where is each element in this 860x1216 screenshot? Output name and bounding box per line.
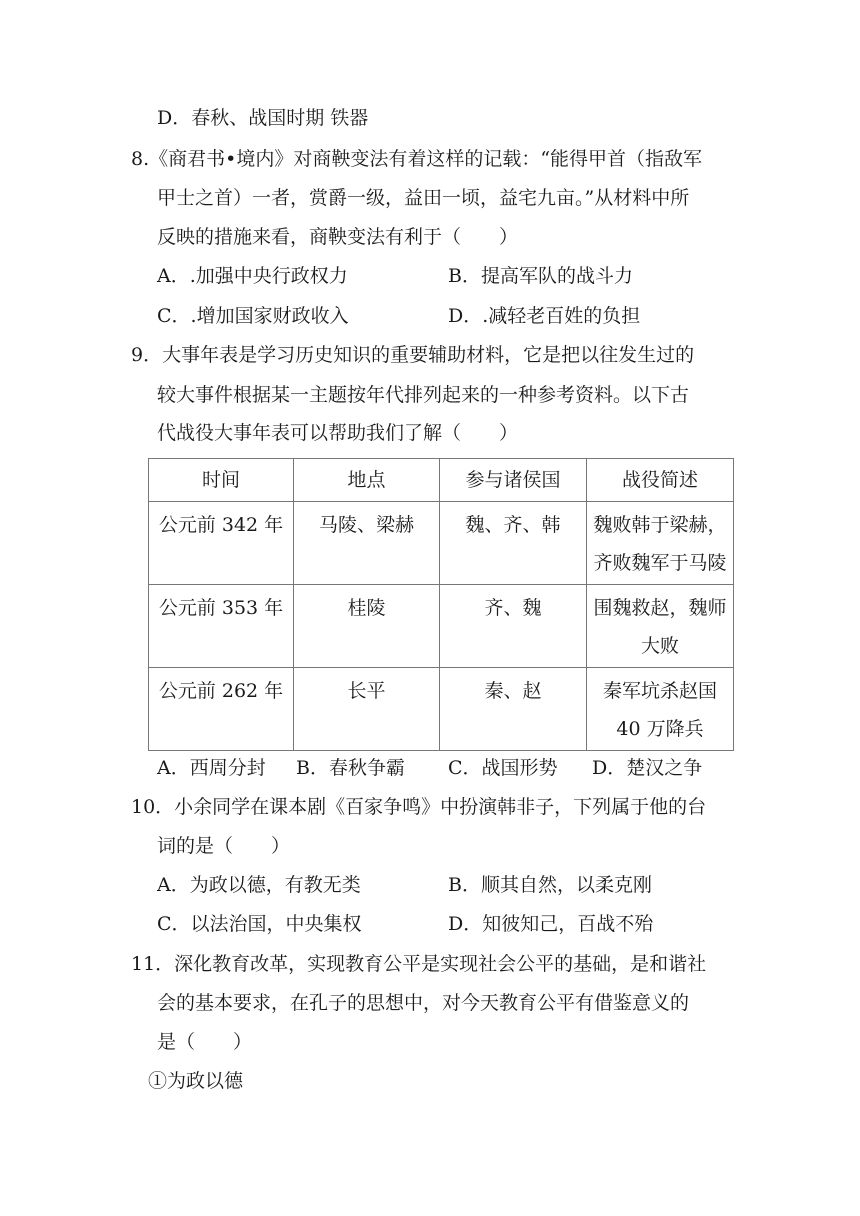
q8-stem-line-1: 8.《商君书•境内》对商鞅变法有着这样的记载：“能得甲首（指敌军 xyxy=(131,148,703,170)
q10-stem-line-2: 词的是（ ） xyxy=(157,835,291,857)
cell-states: 魏、齐、韩 xyxy=(440,502,587,585)
q11-stem-line-1: 11．深化教育改革，实现教育公平是实现社会公平的基础，是和谐社 xyxy=(131,953,707,975)
q8-stem-line-3: 反映的措施来看，商鞅变法有利于（ ） xyxy=(157,226,519,248)
q7-option-d: D．春秋、战国时期 铁器 xyxy=(157,107,369,129)
q9-stem-line-2: 较大事件根据某一主题按年代排列起来的一种参考资料。以下古 xyxy=(157,384,690,406)
summary-line-2: 40 万降兵 xyxy=(616,718,704,740)
summary-line-1: 围魏救赵，魏师 xyxy=(593,597,727,619)
q8-option-d: D．.减轻老百姓的负担 xyxy=(448,305,641,327)
header-summary: 战役简述 xyxy=(587,459,734,502)
q11-stem-line-3: 是（ ） xyxy=(157,1031,253,1053)
cell-place: 马陵、梁赫 xyxy=(294,502,440,585)
q8-option-c: C．.增加国家财政收入 xyxy=(157,305,349,327)
q10-stem-line-1: 10．小余同学在课本剧《百家争鸣》中扮演韩非子，下列属于他的台 xyxy=(131,796,707,818)
table-row xyxy=(149,502,734,585)
summary-line-1: 魏败韩于梁赫， xyxy=(593,514,727,536)
q9-stem-line-3: 代战役大事年表可以帮助我们了解（ ） xyxy=(157,422,519,444)
q10-option-d: D．知彼知己，百战不殆 xyxy=(448,913,654,935)
summary-line-2: 大败 xyxy=(640,635,679,657)
battle-chronology-table xyxy=(148,458,734,751)
cell-states: 秦、赵 xyxy=(440,668,587,751)
table-row xyxy=(149,585,734,668)
q9-option-a: A．西周分封 xyxy=(157,757,266,779)
q9-stem-line-1: 9．大事年表是学习历史知识的重要辅助材料，它是把以往发生过的 xyxy=(131,344,695,366)
header-place: 地点 xyxy=(294,459,440,502)
cell-summary xyxy=(587,668,734,751)
q9-option-d: D．楚汉之争 xyxy=(592,757,703,779)
cell-place: 桂陵 xyxy=(294,585,440,668)
q11-stem-line-2: 会的基本要求，在孔子的思想中，对今天教育公平有借鉴意义的 xyxy=(157,992,690,1014)
q8-stem-line-2: 甲士之首）一者，赏爵一级，益田一顷，益宅九亩。”从材料中所 xyxy=(157,187,690,209)
table-row xyxy=(149,668,734,751)
header-time: 时间 xyxy=(149,459,294,502)
q9-option-c: C．战国形势 xyxy=(448,757,558,779)
cell-states: 齐、魏 xyxy=(440,585,587,668)
q11-item-1: ①为政以德 xyxy=(148,1070,244,1092)
header-states: 参与诸侯国 xyxy=(440,459,587,502)
q8-option-a: A．.加强中央行政权力 xyxy=(157,265,348,287)
q10-option-a: A．为政以德，有教无类 xyxy=(157,874,361,896)
table-header-row xyxy=(149,459,734,502)
cell-time: 公元前 353 年 xyxy=(149,585,294,668)
q10-option-c: C．以法治国，中央集权 xyxy=(157,913,362,935)
cell-summary xyxy=(587,585,734,668)
q9-option-b: B．春秋争霸 xyxy=(296,757,405,779)
summary-line-1: 秦军坑杀赵国 xyxy=(602,680,717,702)
cell-summary xyxy=(587,502,734,585)
q10-option-b: B．顺其自然，以柔克刚 xyxy=(448,874,652,896)
q8-option-b: B．提高军队的战斗力 xyxy=(448,265,633,287)
cell-place: 长平 xyxy=(294,668,440,751)
summary-line-2: 齐败魏军于马陵 xyxy=(593,552,727,574)
cell-time: 公元前 262 年 xyxy=(149,668,294,751)
cell-time: 公元前 342 年 xyxy=(149,502,294,585)
